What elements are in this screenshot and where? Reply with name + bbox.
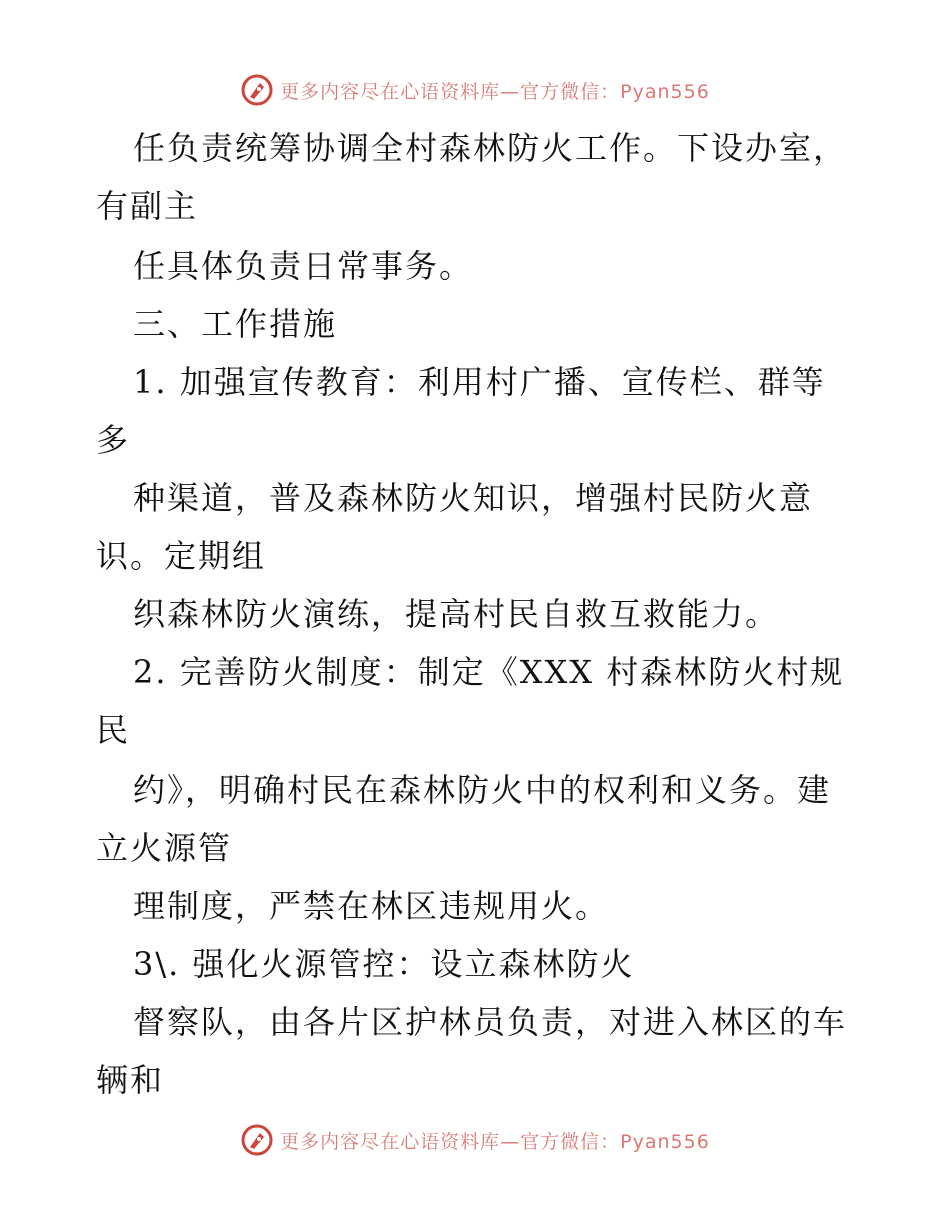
text-line: 有副主: [96, 187, 199, 225]
watermark-text: 更多内容尽在心语资料库—官方微信：Pyan556: [280, 1130, 710, 1153]
text-line: 任具体负责日常事务。: [133, 247, 474, 285]
text-line: 识。定期组: [96, 537, 267, 575]
text-line: 2. 完善防火制度：制定《XXX 村森林防火村规: [133, 653, 845, 691]
text-line: 民: [96, 711, 131, 749]
watermark-text: 更多内容尽在心语资料库—官方微信：Pyan556: [280, 80, 710, 103]
text-line: 理制度，严禁在林区违规用火。: [133, 887, 610, 925]
text-line: 3\. 强化火源管控：设立森林防火: [133, 945, 635, 983]
text-line: 任负责统筹协调全村森林防火工作。下设办室，: [133, 129, 848, 167]
section-heading: 三、工作措施: [133, 305, 338, 343]
text-line: 织森林防火演练，提高村民自救互救能力。: [133, 595, 780, 633]
text-line: 多: [96, 421, 131, 459]
text-line: 辆和: [96, 1061, 165, 1099]
text-line: 1. 加强宣传教育：利用村广播、宣传栏、群等: [133, 363, 826, 401]
text-line: 种渠道，普及森林防火知识，增强村民防火意: [133, 479, 814, 517]
text-line: 立火源管: [96, 829, 233, 867]
watermark-header: [0, 70, 950, 110]
text-line: 督察队，由各片区护林员负责，对进入林区的车: [133, 1003, 848, 1041]
watermark-footer: [0, 1120, 950, 1160]
pen-nib-circle-icon: [240, 73, 274, 107]
text-line: 约》，明确村民在森林防火中的权利和义务。建: [133, 771, 832, 809]
pen-nib-circle-icon: [240, 1123, 274, 1157]
